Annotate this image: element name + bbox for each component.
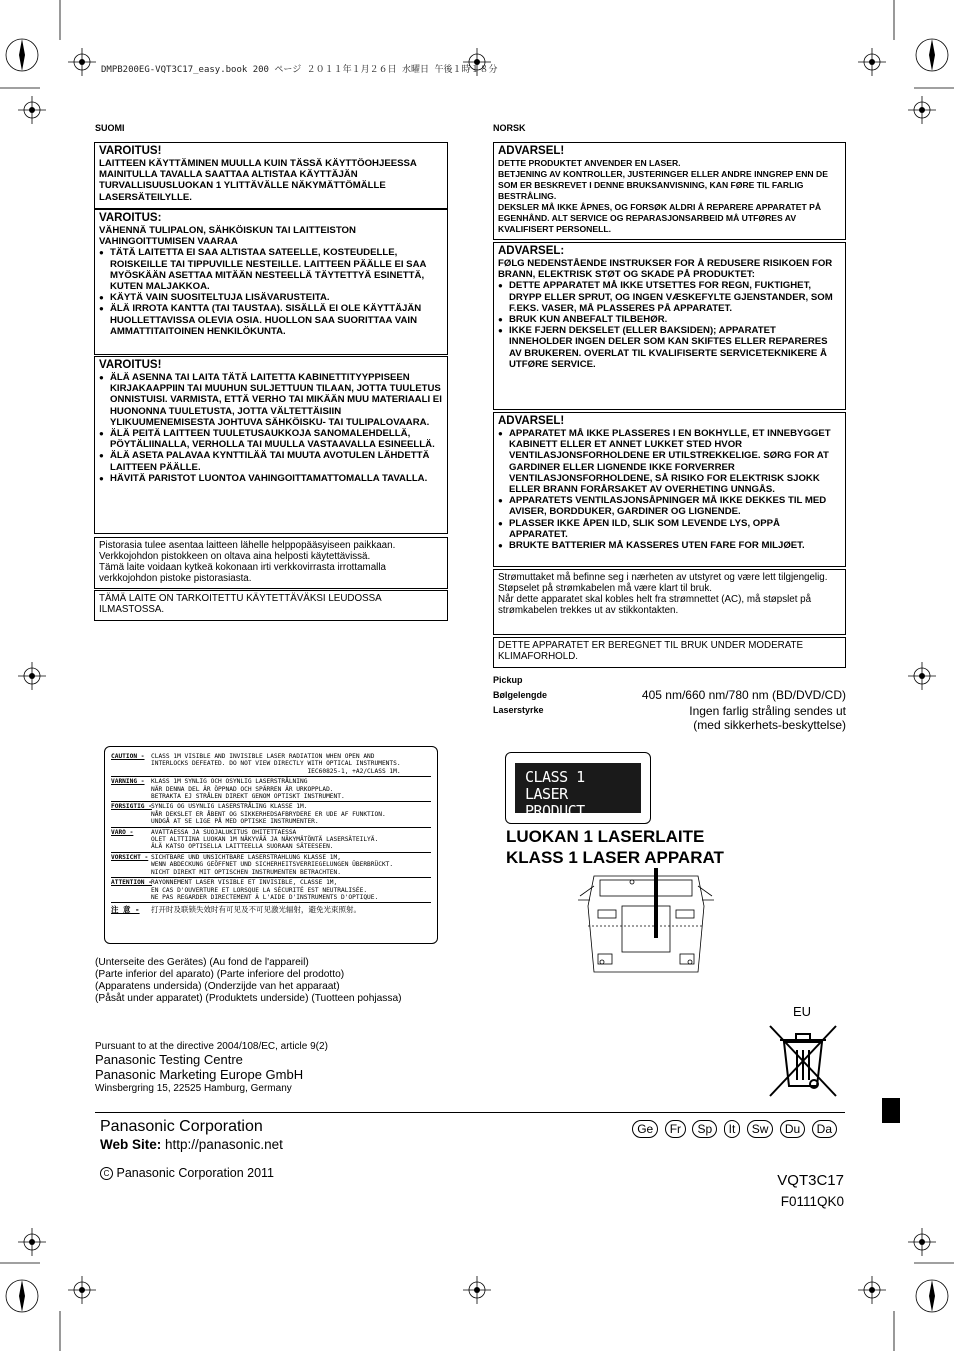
label-row [111,854,431,876]
label-text: SYNLIG OG USYNLIG LASERSTRÅLING KLASSE 1M. NÅR DEKSLET ER ÅBENT OG SIKKERHEDSAFBRYDERE ER UDE AF FUNKTION. UNDGÅ AT SE LIGE PÅ MED OPTISKE INSTRUMENTER. [151,803,386,826]
weee-eu-label: EU [793,1004,812,1019]
language-tag: It [724,1120,741,1138]
page-edge-tab [882,1098,900,1123]
label-row [111,803,431,825]
list-item: ● ÄLÄ IRROTA KANTTA (TAI TAUSTAA). SISÄLLÄ EI OLE KÄYTTÄJÄN HUOLLETTAVISSA OLEVIA OSIA. HUOLLON SAA SUORITTAA VAIN AMMATTITAITOINEN HENKILÖKUNTA. [99,303,443,337]
norsk-info-box-power [493,569,846,635]
info-line: Når dette apparatet skal kobles helt fra strømnettet (AC), må støpslet på strømkabelen trekkes ut av stikkontakten. [498,594,812,616]
language-tag: Ge [632,1120,658,1138]
list-item: ● KÄYTÄ VAIN SUOSITELTUJA LISÄVARUSTEITA. [99,292,443,303]
footer-divider [95,1112,845,1113]
directive-block [95,1040,328,1095]
label-row [111,778,431,800]
list-item: ● TÄTÄ LAITETTA EI SAA ALTISTAA SATEELLE, KOSTEUDELLE, ROISKEILLE TAI TIPPUVILLE NESTEILLE. LAITTEEN PÄÄLLE EI SAA MYÖSKÄÄN ASETTAA MITÄÄN NESTEELLÄ TÄYTETTYÄ ESINETTÄ, KUTEN MALJAKKOA. [99,247,443,292]
info-line: Pistorasia tulee asentaa laitteen lähelle helppopääsyiseen paikkaan. [99,540,396,551]
label-row [111,829,431,851]
label-key: VARO - [111,828,134,836]
box-line: DETTE PRODUKTET ANVENDER EN LASER. [498,158,681,168]
label-row [111,904,431,915]
caption-line: (Unterseite des Gerätes) (Au fond de l'appareil) [95,957,309,968]
box-intro: VÄHENNÄ TULIPALON, SÄHKÖISKUN TAI LAITTEISTON VAHINGOITTUMISEN VAARAA [99,225,356,248]
list-item: ● DETTE APPARATET MÅ IKKE UTSETTES FOR REGN, FUKTIGHET, DRYPP ELLER SPRUT, OG INGEN VÆSKEFYLTE GJENSTANDER, SOM F.EKS. VASER, MÅ PLASSERES PÅ APPARATET. [498,280,841,314]
list-item: ● HÄVITÄ PARISTOT LUONTOA VAHINGOITTAMATTOMALLA TAVALLA. [99,473,443,484]
list-item: ● APPARATETS VENTILASJONSÅPNINGER MÅ IKKE DEKKES TIL MED AVISER, BORDDUKER, GARDINER OG LIGNENDE. [498,495,841,517]
website-line [100,1137,283,1152]
norsk-warning-box-3 [493,412,846,567]
list-item: ● ÄLÄ ASENNA TAI LAITA TÄTÄ LAITETTA KABINETTITYYPPISEEN KIRJAKAAPPIIN TAI MUUHUN SULJETTUUN TILAAN, JOTTA TUULETUS ONNISTUISI. VARMISTA, ETTÄ VERHO TAI MIKÄÄN MUU MATERIAALI EI HUONONNA TUULETUSTA, JOTTA VÄLTETTÄISIIN YLIKUUMENEMISESTA JOHTUVA SÄHKÖISKU- TAI TULIPALOVAARA. [99,372,443,428]
info-text: DETTE APPARATET ER BEREGNET TIL BRUK UNDER MODERATE KLIMAFORHOLD. [498,640,804,662]
box-title: VAROITUS! [99,359,162,371]
copyright-text: Panasonic Corporation 2011 [116,1166,274,1180]
language-tag: Du [780,1120,805,1138]
suomi-warning-box-3 [94,356,448,534]
label-key: ATTENTION - [111,879,152,887]
marketing-company: Panasonic Marketing Europe GmbH [95,1067,304,1082]
class1-caption-sv: KLASS 1 LASER APPARAT [506,848,724,867]
website-url[interactable]: http://panasonic.net [165,1137,283,1152]
box-line: BETJENING AV KONTROLLER, JUSTERINGER ELLER ANDRE INNGREP ENN DE SOM ER BESKREVET I DENNE BRUKSANVISNING, KAN FØRE TIL FARLIG BESTRÅLING. [498,169,828,201]
language-tag: Sp [692,1120,717,1138]
label-key: 注 意 - [111,905,140,915]
class1-line2: LASER PRODUCT [525,785,585,820]
testing-centre: Panasonic Testing Centre [95,1052,243,1067]
box-line: DEKSLER MÅ IKKE ÅPNES, OG FORSØK ALDRI Å REPARERE APPARATET PÅ EGENHÅND. ALT SERVICE OG REPARASJONSARBEID MÅ UTFØRES AV KVALIFISERT PERSONELL. [498,202,822,234]
list-item: ● ÄLÄ PEITÄ LAITTEEN TUULETUSAUKKOJA SANOMALEHDELLÄ, PÖYTÄLIINALLA, VERHOLLA TAI MUULLA VASTAAVALLA ESINEELLÄ. [99,428,443,450]
box-title: ADVARSEL: [498,245,565,257]
device-underside-illustration [572,866,720,976]
print-code: F0111QK0 [780,1194,844,1209]
language-tag: Fr [665,1120,686,1138]
info-text: TÄMÄ LAITE ON TARKOITETTU KÄYTETTÄVÄKSI LEUDOSSA ILMASTOSSA. [99,593,382,615]
website-label: Web Site: [100,1137,162,1152]
list-item: ● PLASSER IKKE ÅPEN ILD, SLIK SOM LEVENDE LYS, OPPÅ APPARATET. [498,518,841,540]
label-key: FORSIGTIG - [111,803,152,811]
company-name: Panasonic Corporation [100,1118,263,1135]
box-text: LAITTEEN KÄYTTÄMINEN MUULLA KUIN TÄSSÄ KÄYTTÖOHJEESSA MAINITULLA TAVALLA SAATTAA ALTISTAA KÄYTTÄJÄN TURVALLISUUSLUOKAN 1 YLITTÄVÄLLE NÄKYMÄTTÖMÄLLE LASERSÄTEILYLLE. [99,158,417,203]
class1-caption-fi: LUOKAN 1 LASERLAITE [506,827,705,846]
class1-plate [515,763,641,820]
laser-caution-label [104,746,438,944]
file-header: DMPB200EG-VQT3C17_easy.book 200 ページ ２０１１年１月２６日 水曜日 午後１時１８分 [101,65,498,75]
norsk-warning-box-2 [493,242,846,410]
suomi-warning-box-2 [94,209,448,355]
suomi-info-box-power [94,537,448,589]
box-intro: FØLG NEDENSTÅENDE INSTRUKSER FOR Å REDUSERE RISIKOEN FOR BRANN, ELEKTRISK STØT OG SKADE PÅ PRODUKTET: [498,258,833,281]
section-label-suomi: SUOMI [95,123,125,133]
language-tags [630,1120,837,1138]
language-tag: Da [812,1120,837,1138]
caption-line: (Apparatens undersida) (Onderzijde van het apparaat) [95,981,340,992]
wavelength-label: Bølgelengde [493,690,548,700]
list-item: ● ÄLÄ ASETA PALAVAA KYNTTILÄÄ TAI MUUTA AVOTULEN LÄHDETTÄ LAITTEEN PÄÄLLE. [99,450,443,472]
laser-power-note: (med sikkerhets-beskyttelse) [693,718,846,732]
list-item: ● IKKE FJERN DEKSELET (ELLER BAKSIDEN); APPARATET INNEHOLDER INGEN DELER SOM KAN SKIFTES ELLER REPARERES AV BRUKEREN. OVERLAT TIL KVALIFISERTE SERVICETEKNIKERE Å UTFØRE SERVICE. [498,325,841,370]
label-location-captions [95,957,402,1005]
directive-line: Pursuant to at the directive 2004/108/EC, article 9(2) [95,1041,328,1052]
box-title: ADVARSEL! [498,145,565,157]
weee-bin-icon [766,1022,840,1100]
label-text: 打开时及联锁失效时有可见及不可见激光辐射，避免光束照射。 [151,905,361,915]
wavelength-value: 405 nm/660 nm/780 nm (BD/DVD/CD) [641,688,846,702]
list-item: ● APPARATET MÅ IKKE PLASSERES I EN BOKHYLLE, ET INNEBYGGET KABINETT ELLER ET ANNET LUKKET STED HVOR VENTILASJONSFORHOLDENE ER UTILSTREKKELIGE. SØRG FOR AT GARDINER ELLER LIGNENDE IKKE FORVERRER VENTILASJONSFORHOLDENE, SÅ RISIKO FOR ELEKTRISK SJOKK ELLER BRANN FORÅRSAKET AV OVERHETING UNNGÅS. [498,428,841,495]
info-line: Tämä laite voidaan kytkeä kokonaan irti verkkovirrasta irrottamalla verkkojohdon pistoke pistorasiasta. [99,562,386,584]
caption-line: (Parte inferior del aparato) (Parte inferiore del prodotto) [95,969,345,980]
label-text: AVATTAESSA JA SUOJALUKITUS OHITETTAESSA OLET ALTTIINA LUOKAN 1M NÄKYVÄÄ JA NÄKYMÄTÖNTÄ LASERSÄTEILYÄ. ÄLÄ KATSO OPTISELLA LAITTEELLA SUORAAN SÄTEESEEN. [151,828,379,851]
info-line: Verkkojohdon pistokkeen on oltava aina helposti käytettävissä. [99,551,371,562]
label-key: CAUTION - [111,753,145,760]
suomi-warning-box-1 [94,142,448,209]
suomi-info-box-climate [94,590,448,621]
info-line: Støpselet på strømkabelen må være klart til bruk. [498,583,712,594]
laser-power-value: Ingen farlig stråling sendes ut [689,704,846,718]
label-row [111,753,431,775]
label-key: VORSICHT - [111,853,149,861]
class1-captions [506,826,724,868]
label-key: VARNING - [111,778,145,786]
class1-label [505,752,651,824]
label-text: KLASS 1M SYNLIG OCH OSYNLIG LASERSTRÅLNING NÄR DENNA DEL ÄR ÖPPNAD OCH SPÄRREN ÄR URKOPPLAD. BETRAKTA EJ STRÅLEN DIREKT GENOM OPTISKT INSTRUMENT. [151,778,345,801]
info-line: Strømuttaket må befinne seg i nærheten av utstyret og være lett tilgjengelig. [498,572,828,583]
box-title: VAROITUS! [99,145,162,157]
section-label-norsk: NORSK [493,123,526,133]
label-text: SICHTBARE UND UNSICHTBARE LASERSTRAHLUNG KLASSE 1M, WENN ABDECKUNG GEÖFFNET UND SICHERHEITSVERRIEGELUNGEN ÜBERBRÜCKT. NICHT DIREKT MIT OPTISCHEN INSTRUMENTEN BETRACHTEN. [151,853,394,876]
label-text: RAYONNEMENT LASER VISIBLE ET INVISIBLE, CLASSE 1M, EN CAS D'OUVERTURE ET LORSQUE LA SÉCURITÉ EST NEUTRALISÉE. NE PAS REGARDER DIRECTEMENT À L'AIDE D'INSTRUMENTS D'OPTIQUE. [151,879,379,901]
address: Winsbergring 15, 22525 Hamburg, Germany [95,1083,292,1094]
language-tag: Sw [747,1120,774,1138]
box-title: ADVARSEL! [498,415,565,427]
norsk-warning-box-1 [493,142,846,240]
list-item: ● BRUK KUN ANBEFALT TILBEHØR. [498,314,841,325]
norsk-info-box-climate [493,637,846,668]
laser-power-label: Laserstyrke [493,705,544,715]
copyright-line [100,1166,274,1180]
label-text: CLASS 1M VISIBLE AND INVISIBLE LASER RADIATION WHEN OPEN AND INTERLOCKS DEFEATED. DO NOT VIEW DIRECTLY WITH OPTICAL INSTRUMENTS. IEC60825-1, +A2/CLASS 1M. [151,753,401,775]
pickup-label: Pickup [493,675,523,685]
copyright-icon: C [100,1167,113,1180]
class1-line1: CLASS 1 [525,768,585,786]
caption-line: (Påsåt under apparatet) (Produktets underside) (Tuotteen pohjassa) [95,993,402,1004]
box-title: VAROITUS: [99,212,162,224]
label-row [111,879,431,901]
model-code: VQT3C17 [777,1172,844,1189]
list-item: ● BRUKTE BATTERIER MÅ KASSERES UTEN FARE FOR MILJØET. [498,540,841,551]
